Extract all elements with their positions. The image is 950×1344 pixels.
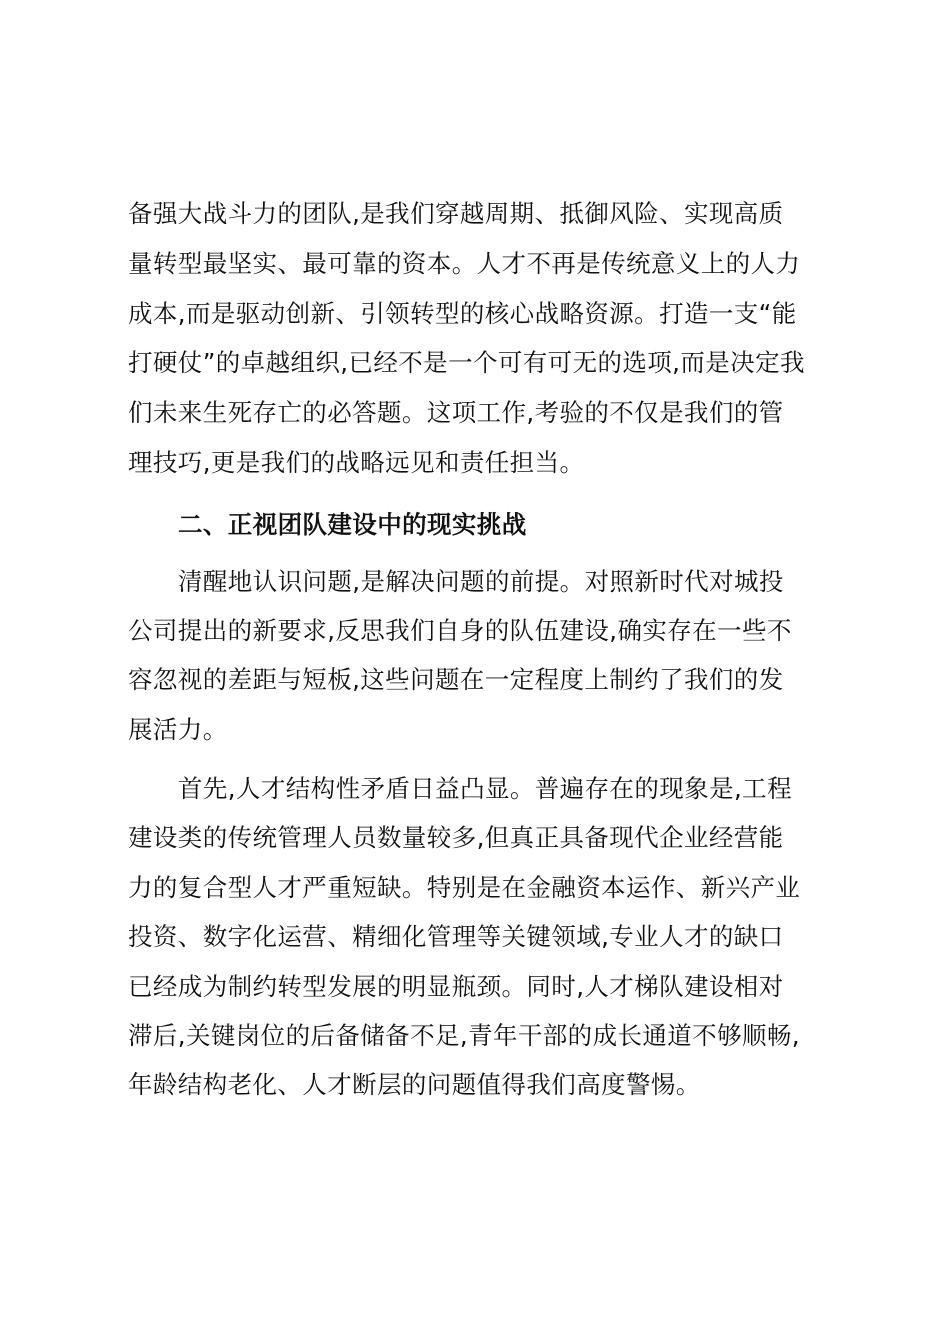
paragraph-line: 公司提出的新要求,反思我们自身的队伍建设,确实存在一些不 bbox=[128, 616, 792, 645]
paragraph-line: 首先,人才结构性矛盾日益凸显。普遍存在的现象是,工程 bbox=[178, 774, 792, 803]
paragraph-line: 建设类的传统管理人员数量较多,但真正具备现代企业经营能 bbox=[128, 823, 784, 852]
paragraph-line: 投资、数字化运营、精细化管理等关键领域,专业人才的缺口 bbox=[128, 922, 784, 951]
section-heading: 二、正视团队建设中的现实挑战 bbox=[178, 510, 527, 539]
paragraph-line: 成本,而是驱动创新、引领转型的核心战略资源。打造一支“能 bbox=[128, 299, 797, 328]
paragraph-line: 们未来生死存亡的必答题。这项工作,考验的不仅是我们的管 bbox=[128, 398, 784, 427]
paragraph-line: 年龄结构老化、人才断层的问题值得我们高度警惕。 bbox=[128, 1070, 701, 1099]
paragraph-line: 已经成为制约转型发展的明显瓶颈。同时,人才梯队建设相对 bbox=[128, 972, 784, 1001]
paragraph-line: 滞后,关键岗位的后备储备不足,青年干部的成长通道不够顺畅, bbox=[128, 1021, 800, 1050]
paragraph-line: 打硬仗”的卓越组织,已经不是一个可有可无的选项,而是决定我 bbox=[128, 348, 805, 377]
paragraph-line: 清醒地认识问题,是解决问题的前提。对照新时代对城投 bbox=[178, 567, 784, 596]
paragraph-line: 力的复合型人才严重短缺。特别是在金融资本运作、新兴产业 bbox=[128, 873, 801, 902]
paragraph-line: 理技巧,更是我们的战略远见和责任担当。 bbox=[128, 448, 585, 477]
paragraph-line: 容忽视的差距与短板,这些问题在一定程度上制约了我们的发 bbox=[128, 665, 784, 694]
paragraph-line: 量转型最坚实、最可靠的资本。人才不再是传统意义上的人力 bbox=[128, 249, 801, 278]
paragraph-line: 备强大战斗力的团队,是我们穿越周期、抵御风险、实现高质 bbox=[128, 199, 784, 228]
paragraph-line: 展活力。 bbox=[128, 715, 228, 744]
